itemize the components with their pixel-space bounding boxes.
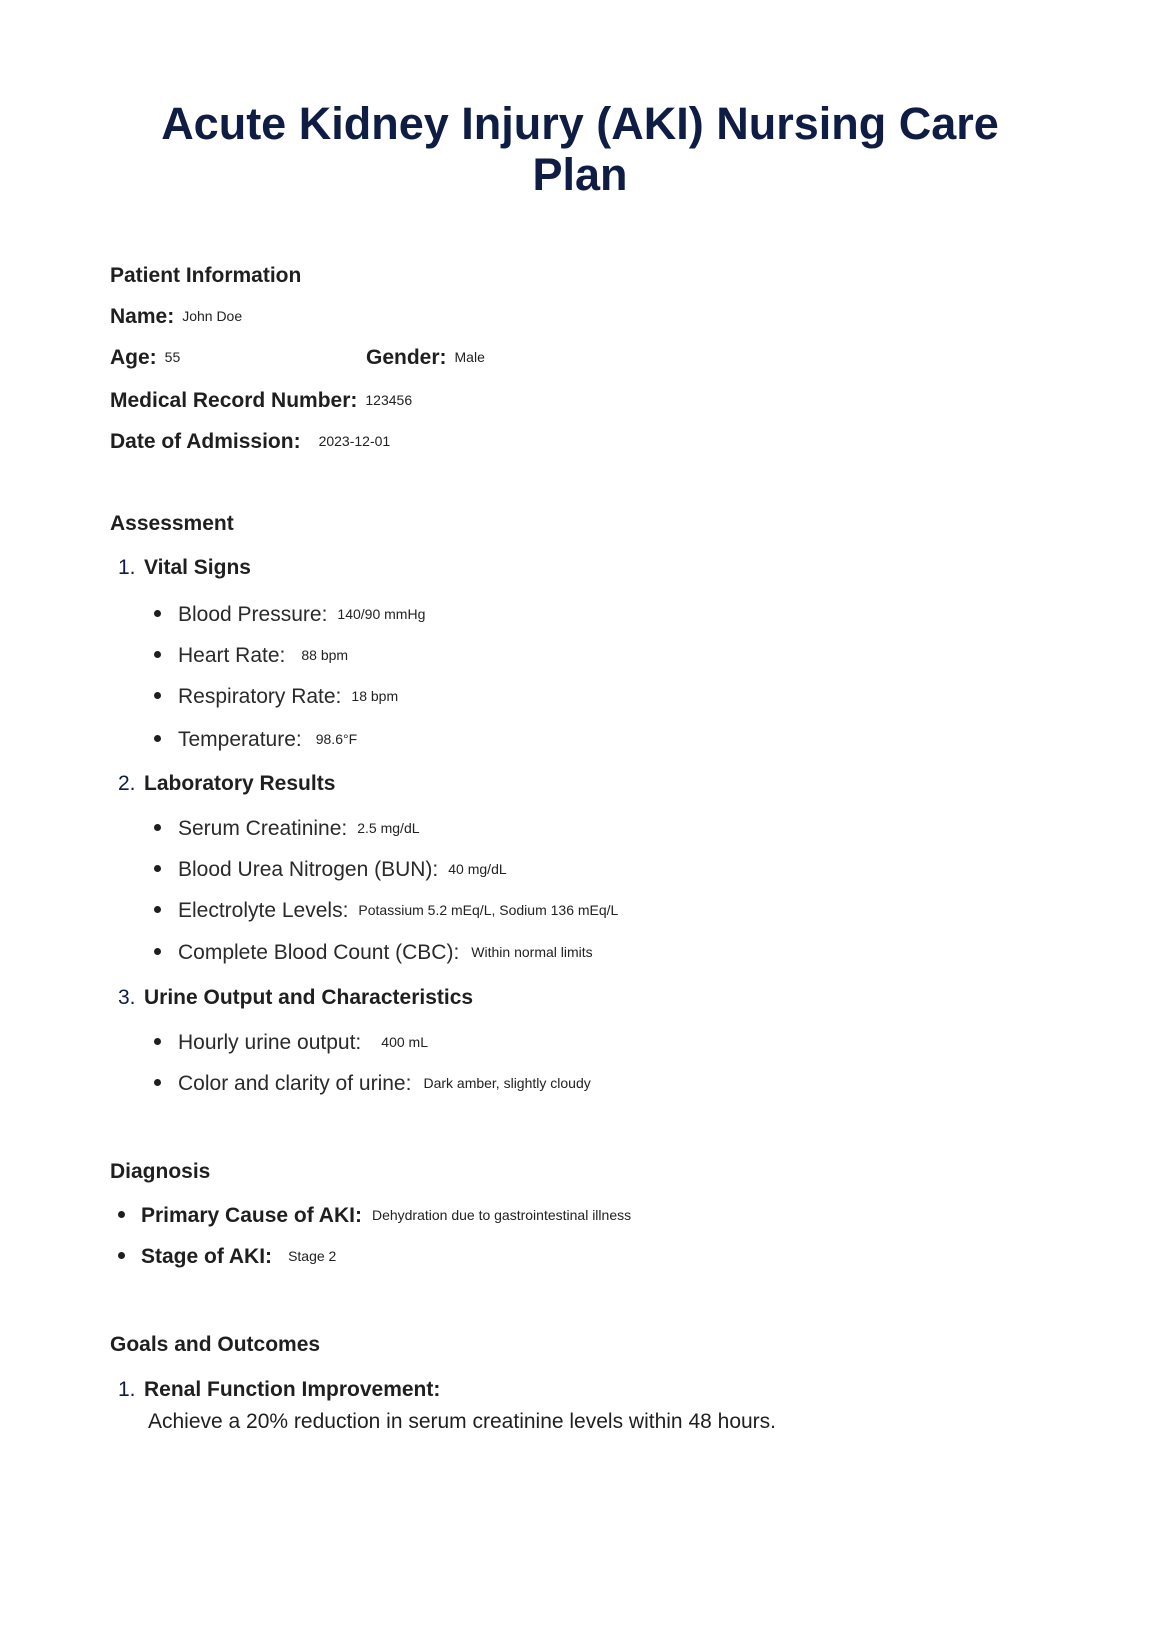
bullet-icon (154, 906, 161, 913)
item-label: Complete Blood Count (CBC): (178, 941, 460, 964)
gender-value: Male (454, 349, 485, 365)
name-label: Name: (110, 305, 175, 328)
bullet-icon (154, 1079, 161, 1086)
item-label: Primary Cause of AKI: (141, 1204, 362, 1227)
item-label: Color and clarity of urine: (178, 1072, 412, 1095)
medical-record-number-field (110, 389, 412, 413)
list-item (154, 941, 593, 965)
age-field (110, 346, 180, 370)
item-value: Dark amber, slightly cloudy (423, 1075, 591, 1091)
list-number: 1. (118, 1378, 136, 1401)
item-value: Potassium 5.2 mEq/L, Sodium 136 mEq/L (358, 902, 619, 918)
section-title: Urine Output and Characteristics (144, 986, 474, 1009)
name-value: John Doe (182, 308, 243, 324)
item-value: 18 bpm (351, 688, 399, 704)
assessment-section-urine-output (118, 986, 473, 1010)
medical-record-number-value: 123456 (365, 392, 413, 408)
bullet-icon (154, 824, 161, 831)
list-number: 2. (118, 772, 136, 795)
medical-record-number-label: Medical Record Number: (110, 389, 358, 412)
gender-label: Gender: (366, 346, 447, 369)
list-item (118, 1204, 631, 1228)
assessment-section-laboratory-results (118, 772, 335, 796)
bullet-icon (154, 948, 161, 955)
list-item (154, 1072, 591, 1096)
bullet-icon (154, 1038, 161, 1045)
item-value: Dehydration due to gastrointestinal illness (371, 1207, 632, 1223)
item-label: Temperature: (178, 728, 302, 751)
patient-information-heading: Patient Information (110, 264, 302, 287)
bullet-icon (154, 735, 161, 742)
list-item (154, 685, 398, 709)
document-title: Acute Kidney Injury (AKI) Nursing Care Plan (161, 98, 999, 200)
name-field (110, 305, 242, 329)
goals-and-outcomes-heading: Goals and Outcomes (110, 1333, 321, 1356)
item-label: Stage of AKI: (141, 1245, 273, 1268)
item-label: Serum Creatinine: (178, 817, 348, 840)
list-item (154, 858, 507, 882)
bullet-icon (154, 865, 161, 872)
list-number: 1. (118, 556, 136, 579)
gender-field (366, 346, 485, 370)
assessment-section-vital-signs (118, 556, 251, 580)
list-item (118, 1245, 336, 1269)
item-label: Blood Urea Nitrogen (BUN): (178, 858, 439, 881)
item-value: 140/90 mmHg (337, 606, 426, 622)
item-value: 88 bpm (301, 647, 349, 663)
item-value: Within normal limits (471, 944, 593, 960)
item-value: 2.5 mg/dL (357, 820, 420, 836)
bullet-icon (118, 1252, 125, 1259)
list-item (154, 817, 420, 841)
item-label: Heart Rate: (178, 644, 286, 667)
item-label: Respiratory Rate: (178, 685, 342, 708)
bullet-icon (118, 1211, 125, 1218)
date-of-admission-value: 2023-12-01 (318, 433, 391, 449)
list-item (154, 728, 357, 752)
item-value: 400 mL (381, 1034, 428, 1050)
date-of-admission-label: Date of Admission: (110, 430, 301, 453)
assessment-heading: Assessment (110, 512, 234, 535)
age-label: Age: (110, 346, 157, 369)
item-value: 40 mg/dL (448, 861, 507, 877)
goal-description: Achieve a 20% reduction in serum creatinine levels within 48 hours. (148, 1410, 777, 1433)
item-label: Electrolyte Levels: (178, 899, 349, 922)
section-title: Laboratory Results (144, 772, 336, 795)
section-title: Vital Signs (144, 556, 251, 579)
item-value: Stage 2 (288, 1248, 337, 1264)
goal-title: Renal Function Improvement: (144, 1378, 441, 1401)
item-value: 98.6°F (315, 731, 358, 747)
diagnosis-heading: Diagnosis (110, 1160, 211, 1183)
list-number: 3. (118, 986, 136, 1009)
list-item (154, 1031, 428, 1055)
goal-item (118, 1378, 440, 1402)
bullet-icon (154, 651, 161, 658)
list-item (154, 603, 425, 627)
age-value: 55 (164, 349, 181, 365)
date-of-admission-field (110, 430, 390, 454)
list-item (154, 899, 618, 923)
item-label: Hourly urine output: (178, 1031, 362, 1054)
item-label: Blood Pressure: (178, 603, 328, 626)
bullet-icon (154, 692, 161, 699)
list-item (154, 644, 348, 668)
bullet-icon (154, 610, 161, 617)
